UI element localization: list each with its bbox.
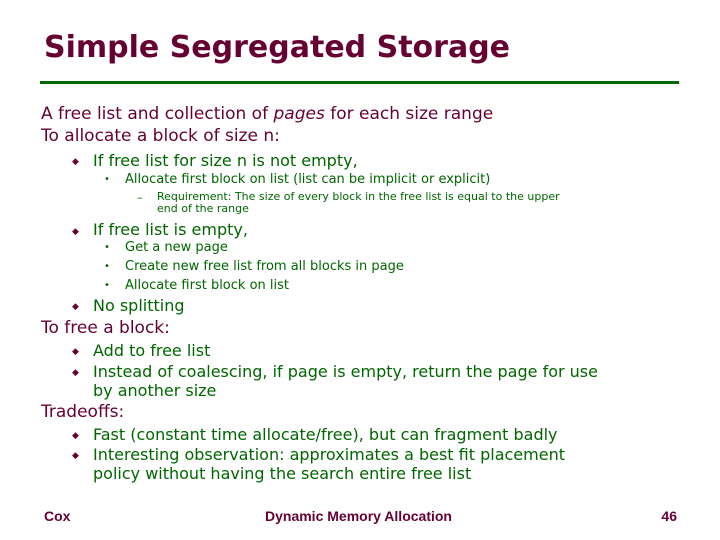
body-line-free-block: To free a block: (41, 318, 170, 338)
diamond-bullet-icon: ◆ (72, 347, 79, 357)
bullet-instead-coalescing (93, 362, 598, 400)
title-divider (40, 81, 679, 84)
bullet-add-to-free-list: Add to free list (93, 341, 211, 360)
bullet-no-splitting: No splitting (93, 296, 185, 315)
text-line: Instead of coalescing, if page is empty, return the page for use (93, 362, 598, 381)
sub-bullet-create-list: Create new free list from all blocks in page (125, 259, 404, 274)
sub-sub-bullet-requirement (157, 191, 560, 215)
text-line: by another size (93, 381, 217, 400)
footer-title: Dynamic Memory Allocation (265, 508, 452, 524)
text-line: policy without having the search entire free list (93, 464, 472, 483)
dot-bullet-icon: • (104, 174, 110, 185)
body-line-free-list (41, 104, 493, 124)
footer-author: Cox (44, 508, 71, 524)
bullet-not-empty: If free list for size n is not empty, (93, 151, 358, 170)
dot-bullet-icon: • (104, 261, 110, 272)
bullet-interesting-observation (93, 445, 565, 483)
diamond-bullet-icon: ◆ (72, 157, 79, 167)
text-line: Requirement: The size of every block in the free list is equal to the upper (157, 190, 560, 203)
bullet-empty: If free list is empty, (93, 220, 248, 239)
italic-term: pages (273, 104, 325, 124)
body-line-allocate: To allocate a block of size n: (41, 126, 280, 146)
diamond-bullet-icon: ◆ (72, 368, 79, 378)
text-segment: A free list and collection of (41, 104, 274, 124)
body-line-tradeoffs: Tradeoffs: (41, 402, 125, 422)
dot-bullet-icon: • (104, 280, 110, 291)
slide-title: Simple Segregated Storage (44, 30, 511, 65)
diamond-bullet-icon: ◆ (72, 451, 79, 461)
dash-bullet-icon: – (137, 191, 143, 204)
sub-bullet-allocate-first-2: Allocate first block on list (125, 278, 289, 293)
text-line: end of the range (157, 202, 249, 215)
bullet-fast: Fast (constant time allocate/free), but can fragment badly (93, 425, 558, 444)
diamond-bullet-icon: ◆ (72, 302, 79, 312)
text-segment: for each size range (324, 104, 494, 124)
diamond-bullet-icon: ◆ (72, 431, 79, 441)
page-number: 46 (661, 508, 677, 524)
sub-bullet-get-page: Get a new page (125, 240, 228, 255)
text-line: Interesting observation: approximates a best fit placement (93, 445, 565, 464)
sub-bullet-allocate-first: Allocate first block on list (list can be implicit or explicit) (125, 172, 491, 187)
dot-bullet-icon: • (104, 242, 110, 253)
diamond-bullet-icon: ◆ (72, 227, 79, 237)
